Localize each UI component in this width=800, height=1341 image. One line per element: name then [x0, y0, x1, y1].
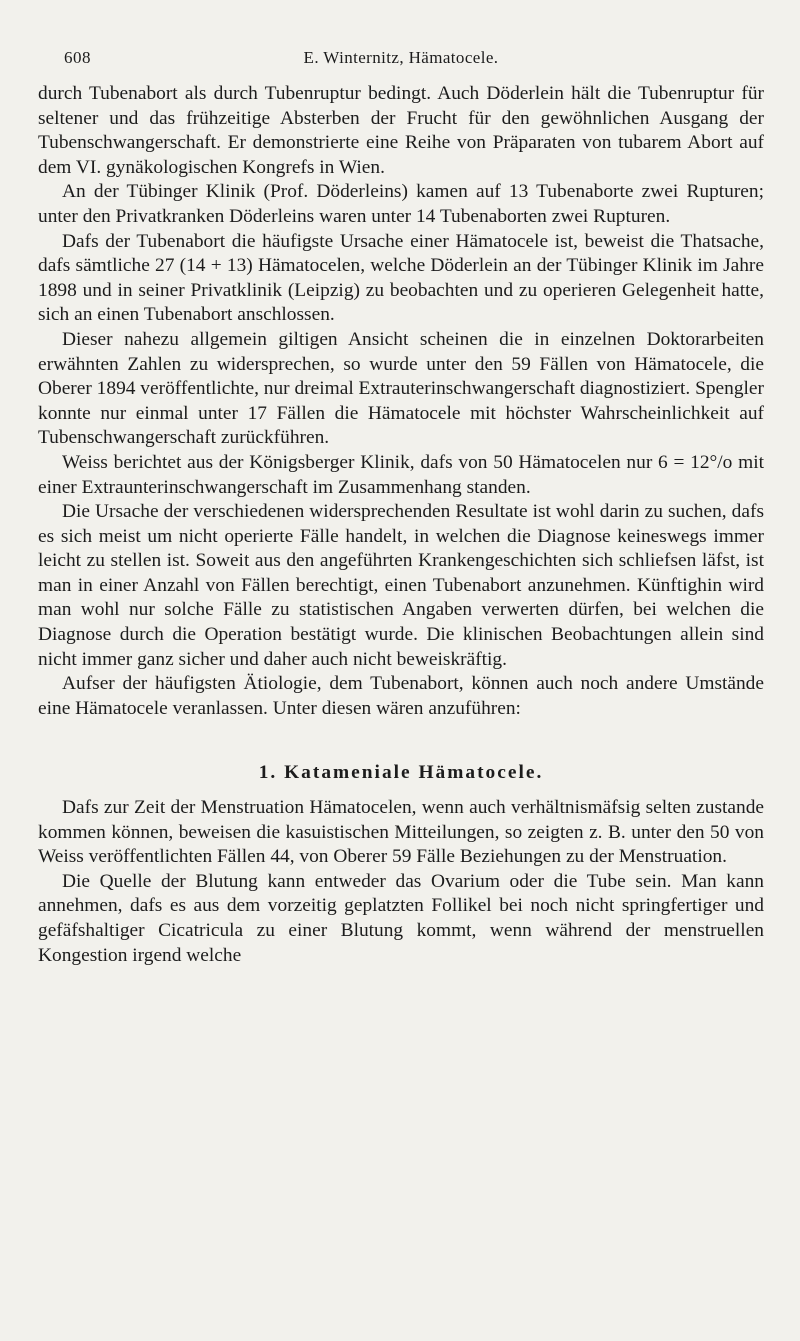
paragraph: Dieser nahezu allgemein giltigen Ansicht scheinen die in einzelnen Doktorarbeiten erwähnten Zahlen zu widersprechen, so wurde unter den 59 Fällen von Hämatocele, die Oberer 1894 veröffentlichte, nur dreimal Extrauterinschwangerschaft diagnostiziert. Spengler konnte nur einmal unter 17 Fällen die Hämatocele mit höchster Wahrscheinlichkeit auf Tubenschwangerschaft zurückführen.: [38, 328, 764, 449]
page-number: 608: [64, 48, 91, 67]
paragraph: Dafs zur Zeit der Menstruation Hämatocelen, wenn auch verhältnismäfsig selten zustande kommen können, beweisen die kasuistischen Mitteilungen, so zeigten z. B. unter den 50 von Weiss veröffentlichten Fällen 44, von Oberer 59 Fälle Beziehungen zu der Menstruation.: [38, 797, 764, 868]
paragraph: An der Tübinger Klinik (Prof. Döderleins) kamen auf 13 Tubenaborte zwei Rupturen; unter den Privatkranken Döderleins waren unter 14 Tubenaborten zwei Rupturen.: [38, 181, 764, 227]
paragraph: Weiss berichtet aus der Königsberger Klinik, dafs von 50 Hämatocelen nur 6 = 12°/o mit einer Extraunterinschwangerschaft im Zusammenhang standen.: [38, 451, 764, 498]
running-title: E. Winternitz, Hämatocele.: [303, 48, 499, 67]
paragraph: Die Ursache der verschiedenen widersprechenden Resultate ist wohl darin zu suchen, dafs es sich meist um nicht operierte Fälle handelt, in welchen die Diagnose keineswegs immer leicht zu stellen ist. Soweit aus den angeführten Krankengeschichten sich schliefsen läfst, ist man in einer Anzahl von Fällen berechtigt, einen Tubenabort anzunehmen. Künftighin wird man wohl nur solche Fälle zu statistischen Angaben verwerten dürfen, bei welchen die Diagnose durch die Operation bestätigt wurde. Die klinischen Beobachtungen allein sind nicht immer ganz sicher und daher auch nicht beweiskräftig.: [38, 501, 764, 670]
paragraph: Die Quelle der Blutung kann entweder das Ovarium oder die Tube sein. Man kann annehmen, dafs es aus dem vorzeitig geplatzten Follikel bei noch nicht springfertiger und gefäfshaltiger Cicatricula zu einer Blutung kommt, wenn während der menstruellen Kongestion irgend welche: [38, 870, 764, 966]
text-body: [38, 82, 764, 968]
section-heading: 1. Katameniale Hämatocele.: [258, 762, 544, 784]
paragraph: Aufser der häufigsten Ätiologie, dem Tubenabort, können auch noch andere Umstände eine Hämatocele veranlassen. Unter diesen wären anzuführen:: [38, 673, 764, 719]
running-head: [38, 44, 764, 70]
paragraph: durch Tubenabort als durch Tubenruptur bedingt. Auch Döderlein hält die Tubenruptur für seltener und das frühzeitige Absterben der Frucht für den gewöhnlichen Ausgang der Tubenschwangerschaft. Er demonstrierte eine Reihe von Präparaten von tubarem Abort auf dem VI. gynäkologischen Kongrefs in Wien.: [38, 83, 764, 178]
paragraph: Dafs der Tubenabort die häufigste Ursache einer Hämatocele ist, beweist die Thatsache, dafs sämtliche 27 (14 + 13) Hämatocelen, welche Döderlein an der Tübinger Klinik im Jahre 1898 und in seiner Privatklinik (Leipzig) zu beobachten und zu operieren Gelegenheit hatte, sich an einen Tubenabort anschlossen.: [38, 230, 764, 326]
